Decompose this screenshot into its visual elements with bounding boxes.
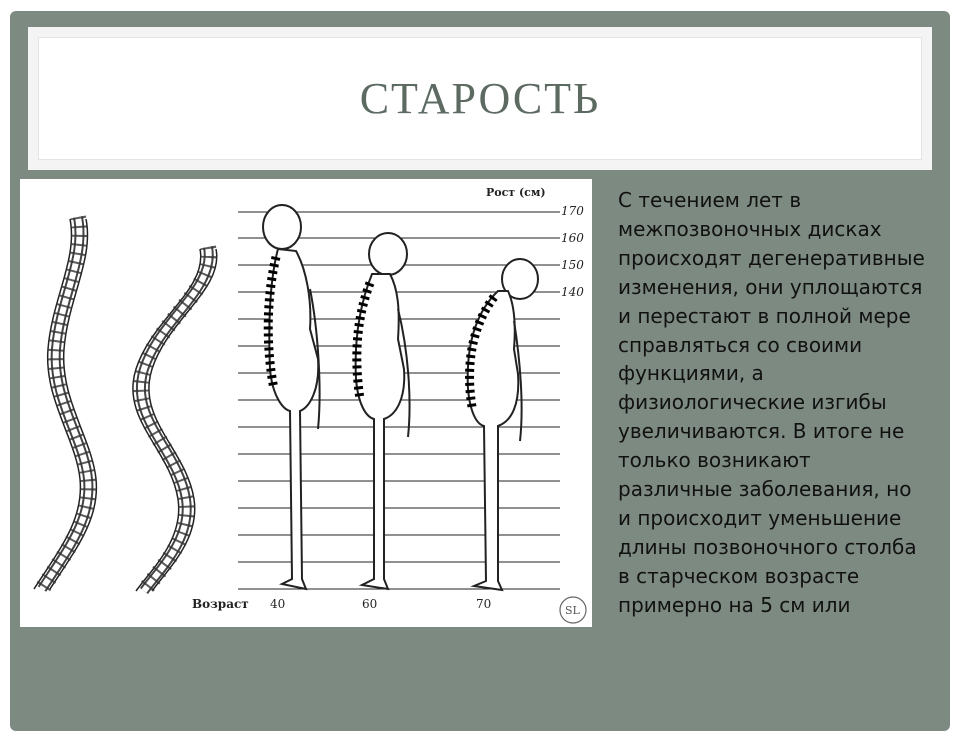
height-tick-150: 150 [561,258,584,272]
age-value-60: 60 [362,597,378,611]
spine-aged [133,247,217,591]
spine-healthy [34,217,96,589]
skeleton-figure-age-70 [468,259,538,590]
title-box [28,27,932,170]
age-axis-label: Возраст [192,597,249,611]
slide-body-text: С течением лет в межпозвоночных дисках происходят дегенеративные изменения, они уплощаются и перестают в полной мере справляться со своими функциями, а физиологические изгибы увеличиваются. В итоге не только возникают различные заболевания, но и происходит уменьшение длины позвоночного столба в старческом возрасте примерно на 5 см или [618,188,925,617]
skeleton-figure-age-60 [356,233,410,589]
height-tick-170: 170 [561,204,584,218]
age-value-70: 70 [476,597,492,611]
spine-aging-illustration [20,179,592,627]
age-value-40: 40 [270,597,286,611]
height-tick-140: 140 [561,285,584,299]
copyright-stamp-text: SL [565,604,580,617]
skeleton-figure-age-40 [263,205,320,589]
title-inner [38,37,922,160]
spine-aging-figure [20,179,592,627]
slide-title: СТАРОСТЬ [359,74,601,123]
height-axis-label: Рост (см) [486,186,546,199]
height-tick-160: 160 [561,231,584,245]
